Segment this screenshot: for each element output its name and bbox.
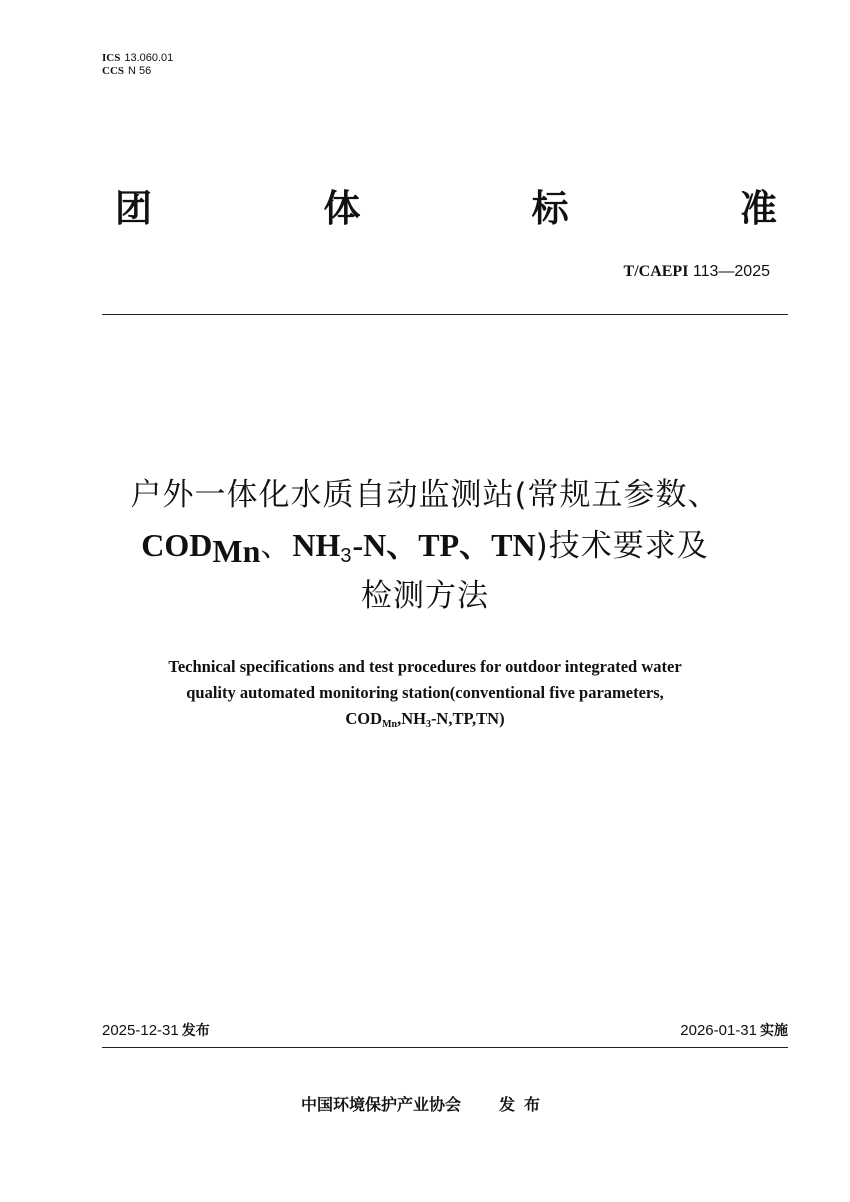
title-cn-line2 (60, 520, 790, 571)
cod-subscript: Mn (212, 533, 261, 569)
ccs-label: CCS (102, 65, 125, 77)
publisher-action: 发布 (499, 1095, 550, 1114)
title-chinese (60, 470, 790, 621)
en-rest-text: -N,TP,TN) (430, 709, 505, 728)
nh-subscript: 3 (340, 545, 353, 567)
title-en-line3 (90, 706, 760, 732)
ics-value: 13.060.01 (124, 52, 174, 64)
standard-number-prefix: T/CAEPI (623, 263, 689, 280)
en-nh-text: ,NH (397, 709, 426, 728)
standard-number-value: 113—2025 (692, 263, 770, 280)
title-en-line2: quality automated monitoring station(conventional five parameters, (186, 683, 664, 702)
impl-date-value: 2026-01-31 (680, 1022, 757, 1039)
cod-text: COD (141, 527, 213, 563)
en-cod-text: COD (345, 709, 383, 728)
nh-text: NH (292, 527, 341, 563)
ccs-code (102, 65, 173, 78)
separator: 、 (260, 528, 293, 564)
heading-char: 体 (323, 187, 361, 230)
title-en-line1: Technical specifications and test procedures for outdoor integrated water (168, 657, 682, 676)
ics-code (102, 52, 173, 65)
publisher (0, 1094, 850, 1116)
en-cod-subscript: Mn (382, 719, 398, 730)
heading-char: 团 (115, 187, 152, 230)
header-divider (102, 314, 788, 315)
implementation-date (680, 1021, 788, 1041)
title-cn-line3: 检测方法 (361, 578, 489, 614)
title-cn-line2-end: )技术要求及 (535, 528, 709, 564)
issue-date-label: 发布 (181, 1023, 210, 1039)
standard-type-heading (115, 184, 777, 234)
standard-number (624, 263, 770, 281)
ccs-value: N 56 (128, 65, 152, 77)
nh-rest-text: -N、TP、TN (352, 527, 536, 563)
heading-char: 标 (531, 187, 569, 230)
title-cn-line1: 户外一体化水质自动监测站(常规五参数、 (130, 477, 720, 513)
footer-divider (102, 1047, 788, 1048)
classification-codes (102, 52, 173, 78)
issue-date (102, 1021, 210, 1041)
en-nh-subscript: 3 (425, 719, 431, 730)
publisher-name: 中国环境保护产业协会 (300, 1095, 461, 1114)
title-english (90, 654, 760, 732)
heading-char: 准 (739, 187, 777, 230)
issue-date-value: 2025-12-31 (102, 1022, 179, 1039)
impl-date-label: 实施 (760, 1023, 788, 1039)
ics-label: ICS (102, 52, 121, 64)
